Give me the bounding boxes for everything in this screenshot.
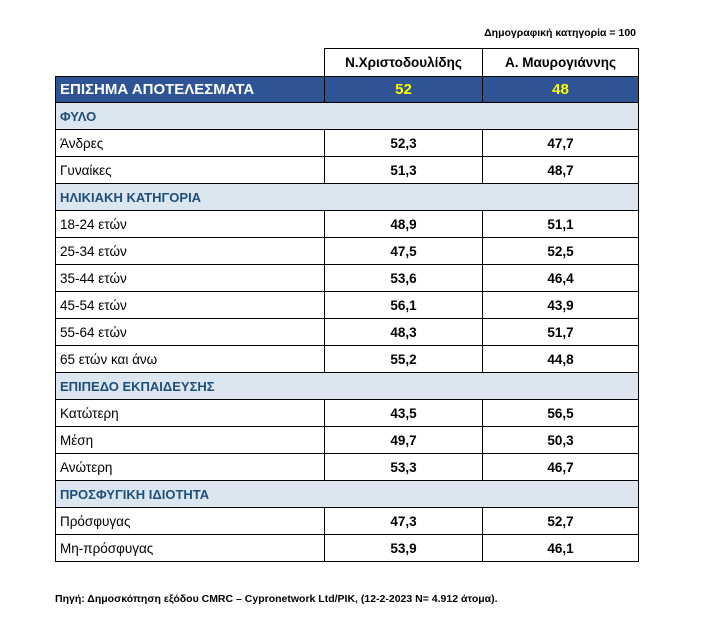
candidate1-value: 51,3	[325, 157, 483, 184]
candidate1-value: 47,5	[325, 238, 483, 265]
results-table	[55, 48, 639, 562]
section-title: ΕΠΙΠΕΔΟ ΕΚΠΑΙΔΕΥΣΗΣ	[56, 373, 639, 400]
candidate1-value: 43,5	[325, 400, 483, 427]
candidate2-value: 46,1	[483, 535, 639, 562]
candidate1-value: 48,9	[325, 211, 483, 238]
section-title: ΦΥΛΟ	[56, 103, 639, 130]
header-row	[56, 49, 639, 77]
candidate2-value: 52,5	[483, 238, 639, 265]
row-label: Πρόσφυγας	[56, 508, 325, 535]
row-label: 65 ετών και άνω	[56, 346, 325, 373]
table-row	[56, 427, 639, 454]
candidate2-value: 51,7	[483, 319, 639, 346]
candidate1-value: 53,6	[325, 265, 483, 292]
table-row	[56, 454, 639, 481]
row-label: Γυναίκες	[56, 157, 325, 184]
candidate2-value: 44,8	[483, 346, 639, 373]
candidate2-value: 51,1	[483, 211, 639, 238]
candidate2-value: 52,7	[483, 508, 639, 535]
row-label: 45-54 ετών	[56, 292, 325, 319]
candidate2-value: 43,9	[483, 292, 639, 319]
table-row	[56, 400, 639, 427]
category-note: Δημογραφική κατηγορία = 100	[484, 27, 636, 39]
candidate2-value: 46,4	[483, 265, 639, 292]
source-note: Πηγή: Δημοσκόπηση εξόδου CMRC – Cypronetwork Ltd/PIK, (12-2-2023 Ν= 4.912 άτομα).	[55, 593, 498, 605]
section-header-row	[56, 184, 639, 211]
table-row	[56, 238, 639, 265]
row-label: Μη-πρόσφυγας	[56, 535, 325, 562]
row-label: 18-24 ετών	[56, 211, 325, 238]
section-header-row	[56, 103, 639, 130]
section-title: ΗΛΙΚΙΑΚΗ ΚΑΤΗΓΟΡΙΑ	[56, 184, 639, 211]
row-label: 35-44 ετών	[56, 265, 325, 292]
candidate1-header: Ν.Χριστοδουλίδης	[325, 49, 483, 77]
table-row	[56, 346, 639, 373]
section-title: ΠΡΟΣΦΥΓΙΚΗ ΙΔΙΟΤΗΤΑ	[56, 481, 639, 508]
candidate1-value: 56,1	[325, 292, 483, 319]
table-row	[56, 130, 639, 157]
table-row	[56, 319, 639, 346]
row-label: Άνδρες	[56, 130, 325, 157]
candidate2-value: 50,3	[483, 427, 639, 454]
table-row	[56, 265, 639, 292]
candidate1-value: 53,3	[325, 454, 483, 481]
candidate1-value: 53,9	[325, 535, 483, 562]
row-label: 25-34 ετών	[56, 238, 325, 265]
candidate2-value: 56,5	[483, 400, 639, 427]
header-blank-cell	[56, 49, 325, 77]
row-label: 55-64 ετών	[56, 319, 325, 346]
row-label: Μέση	[56, 427, 325, 454]
table-row	[56, 157, 639, 184]
candidate1-value: 48,3	[325, 319, 483, 346]
candidate1-value: 49,7	[325, 427, 483, 454]
section-header-row	[56, 373, 639, 400]
candidate1-value: 47,3	[325, 508, 483, 535]
candidate2-value: 46,7	[483, 454, 639, 481]
table-row	[56, 292, 639, 319]
table-row	[56, 535, 639, 562]
table-row	[56, 508, 639, 535]
table-row	[56, 211, 639, 238]
candidate2-value: 47,7	[483, 130, 639, 157]
candidate2-header: Α. Μαυρογιάννης	[483, 49, 639, 77]
row-label: Ανώτερη	[56, 454, 325, 481]
row-label: Κατώτερη	[56, 400, 325, 427]
official-candidate1-value: 52	[325, 77, 483, 103]
candidate1-value: 55,2	[325, 346, 483, 373]
official-candidate2-value: 48	[483, 77, 639, 103]
candidate2-value: 48,7	[483, 157, 639, 184]
official-results-label: ΕΠΙΣΗΜΑ ΑΠΟΤΕΛΕΣΜΑΤΑ	[56, 77, 325, 103]
official-results-row	[56, 77, 639, 103]
candidate1-value: 52,3	[325, 130, 483, 157]
section-header-row	[56, 481, 639, 508]
